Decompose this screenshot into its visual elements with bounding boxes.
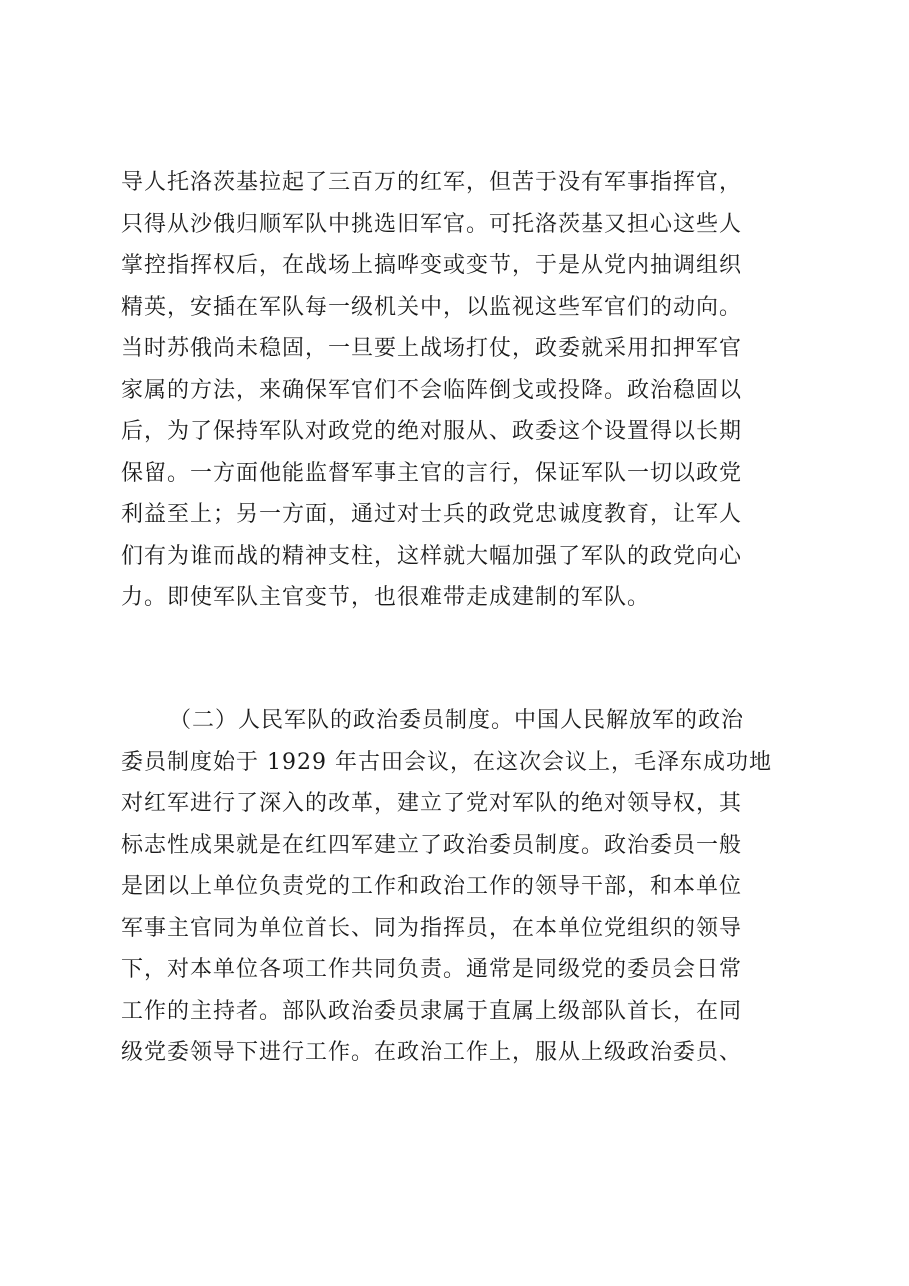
- text-line: 精英，安插在军队每一级机关中，以监视这些军官们的动向。: [121, 294, 743, 320]
- text-line: 当时苏俄尚未稳固，一旦要上战场打仗，政委就采用扣押军官: [121, 336, 743, 361]
- text-line: 是团以上单位负责党的工作和政治工作的领导干部，和本单位: [121, 874, 743, 899]
- text-line: 级党委领导下进行工作。在政治工作上，服从上级政治委员、: [121, 1040, 743, 1065]
- paragraph-2: [121, 700, 801, 1074]
- text-line: 军事主官同为单位首长、同为指挥员，在本单位党组织的领导: [121, 915, 743, 941]
- text-line: 对红军进行了深入的改革，建立了党对军队的绝对领导权，其: [121, 791, 743, 816]
- text-line: 们有为谁而战的精神支柱，这样就大幅加强了军队的政党向心: [121, 543, 743, 569]
- text-line: 家属的方法，来确保军官们不会临阵倒戈或投降。政治稳固以: [121, 377, 743, 403]
- text-line: 只得从沙俄归顺军队中挑选旧军官。可托洛茨基又担心这些人: [121, 211, 743, 237]
- text-line: 标志性成果就是在红四军建立了政治委员制度。政治委员一般: [121, 832, 743, 858]
- text-line: 保留。一方面他能监督军事主官的言行，保证军队一切以政党: [121, 460, 743, 486]
- text-line: 力。即使军队主官变节，也很难带走成建制的军队。: [121, 585, 651, 610]
- paragraph-1: [121, 162, 801, 619]
- text-line: 导人托洛茨基拉起了三百万的红军，但苦于没有军事指挥官，: [121, 170, 743, 195]
- text-line: 下，对本单位各项工作共同负责。通常是同级党的委员会日常: [121, 957, 743, 982]
- text-line: 工作的主持者。部队政治委员隶属于直属上级部队首长，在同: [121, 998, 743, 1024]
- text-line: 掌控指挥权后，在战场上搞哗变或变节，于是从党内抽调组织: [121, 253, 743, 278]
- paragraph-first-line: （二）人民军队的政治委员制度。中国人民解放军的政治: [169, 708, 745, 733]
- text-line: 后，为了保持军队对政党的绝对服从、政委这个设置得以长期: [121, 419, 743, 444]
- text-line: 委员制度始于 1929 年古田会议，在这次会议上，毛泽东成功地: [121, 749, 772, 775]
- text-line: 利益至上；另一方面，通过对士兵的政党忠诚度教育，让军人: [121, 502, 743, 527]
